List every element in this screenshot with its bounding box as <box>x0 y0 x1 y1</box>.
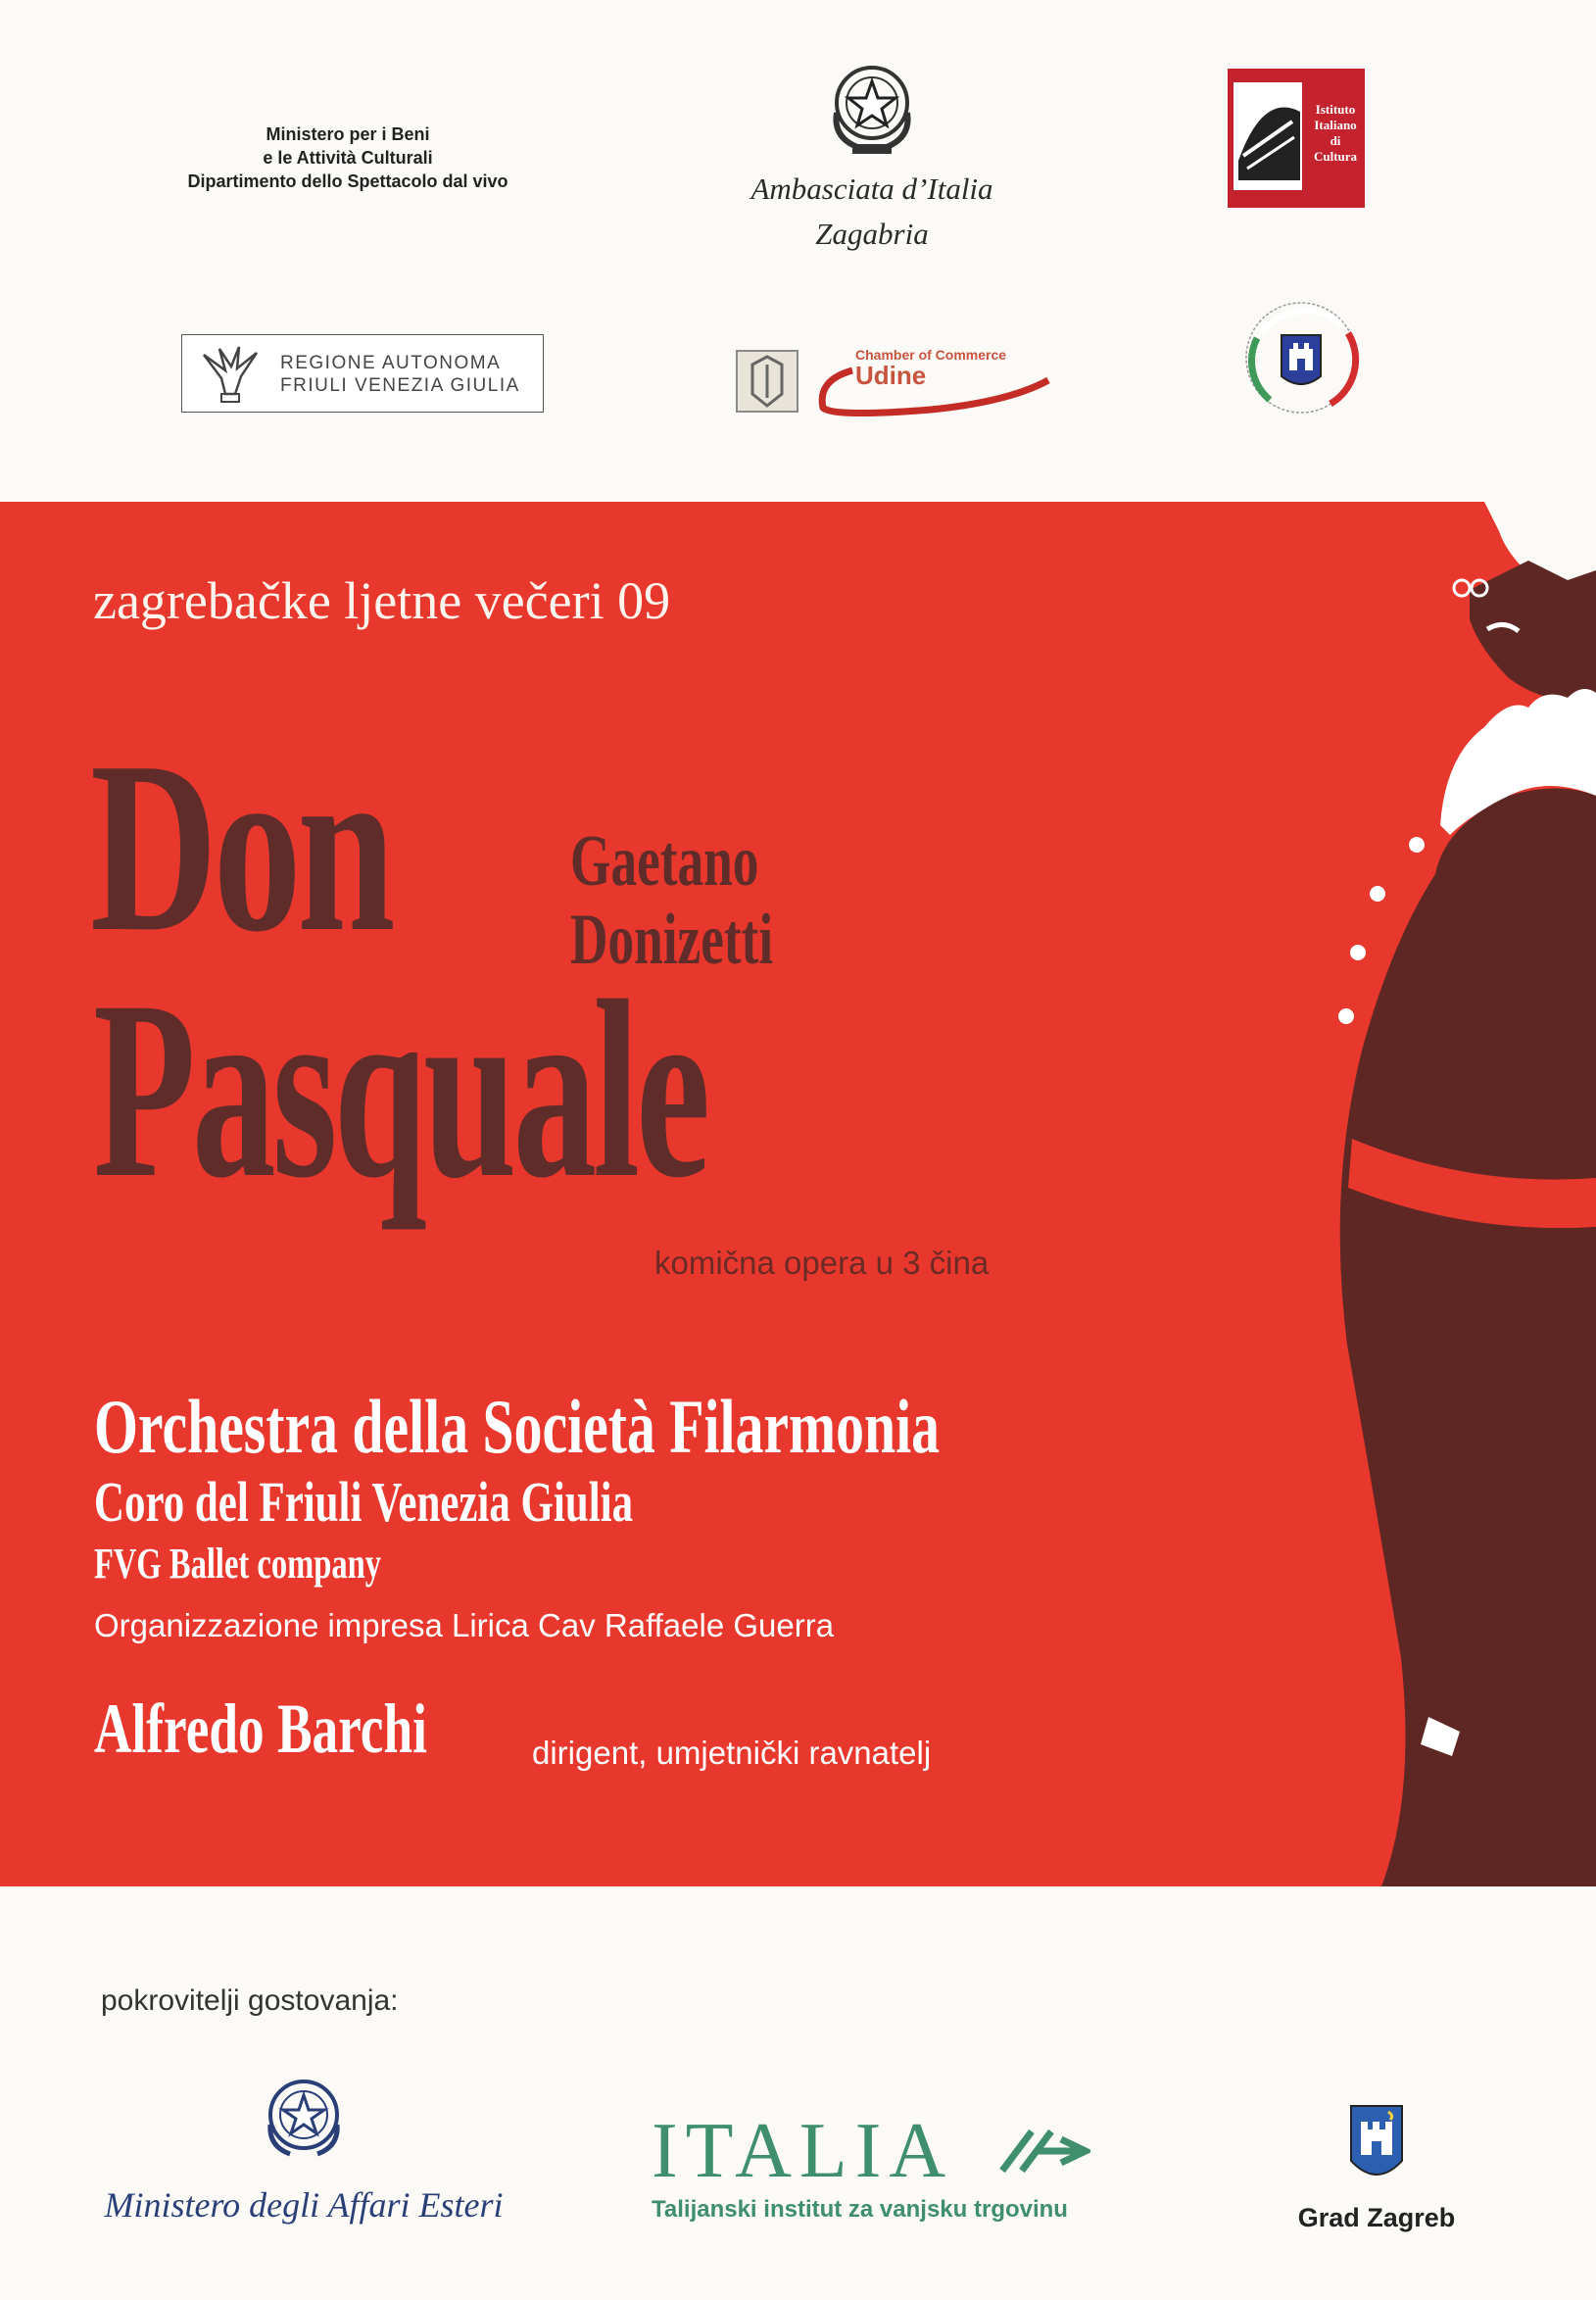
emblem-icon <box>823 54 921 162</box>
ballet-name: FVG Ballet company <box>94 1540 382 1588</box>
title-pasquale: Pasquale <box>93 949 707 1231</box>
regione-line1: REGIONE AUTONOMA <box>280 353 502 373</box>
zagreb-coat-of-arms-icon <box>1223 294 1389 421</box>
ministero-beni-logo <box>157 122 539 193</box>
orchestra-name: Orchestra della Società Filarmonia <box>94 1384 940 1469</box>
iic-line4: Cultura <box>1313 149 1358 164</box>
organization-credit: Organizzazione impresa Lirica Cav Raffaele Guerra <box>94 1607 835 1643</box>
ministero-beni-line1: Ministero per i Beni <box>266 124 430 144</box>
ambasciata-logo <box>676 54 1068 257</box>
iic-graphic-icon <box>1233 82 1302 190</box>
regione-line2: FRIULI VENEZIA GIULIA <box>280 375 520 396</box>
iic-line2: Italiano <box>1314 118 1357 132</box>
event-banner <box>0 502 1596 1886</box>
title-don: Don <box>90 711 392 983</box>
opera-type: komična opera u 3 čina <box>654 1245 990 1281</box>
ice-logo <box>652 2108 1161 2224</box>
ice-subtitle: Talijanski institut za vanjsku trgovinu <box>652 2196 1068 2223</box>
grad-zagreb-text: Grad Zagreb <box>1297 2203 1456 2232</box>
regione-fvg-logo <box>181 334 544 413</box>
chamber-big-text: Udine <box>855 361 927 390</box>
ice-arrows-icon <box>992 2122 1090 2180</box>
choir-name: Coro del Friuli Venezia Giulia <box>94 1470 634 1534</box>
ministero-beni-line2: e le Attività Culturali <box>263 148 433 168</box>
chamber-swoosh-icon <box>813 361 1058 421</box>
composer-first-name: Gaetano <box>570 821 759 902</box>
grad-zagreb-logo <box>1279 2102 1475 2233</box>
conductor-name: Alfredo Barchi <box>94 1689 427 1768</box>
composer-last-name: Donizetti <box>570 900 774 980</box>
comunita-italiani-zagabria-logo <box>1223 294 1389 421</box>
crest-icon <box>733 347 801 416</box>
ambasciata-line1: Ambasciata d’Italia <box>750 171 993 206</box>
ice-word: ITALIA <box>652 2108 954 2194</box>
conductor-role: dirigent, umjetnički ravnatelj <box>532 1735 932 1771</box>
ambasciata-line2: Zagabria <box>815 217 929 251</box>
iic-line1: Istituto <box>1315 102 1356 117</box>
mae-text: Ministero degli Affari Esteri <box>104 2185 504 2225</box>
iic-line3: di <box>1330 133 1341 148</box>
ministero-beni-line3: Dipartimento dello Spettacolo dal vivo <box>187 171 508 191</box>
eagle-icon <box>196 341 265 406</box>
chamber-small-text: Chamber of Commerce <box>855 347 1007 363</box>
patrons-label: pokrovitelji gostovanja: <box>101 1984 399 2017</box>
emblem-icon <box>255 2068 353 2166</box>
don-pasquale-illustration <box>1274 502 1596 1886</box>
festival-name: zagrebačke ljetne večeri 09 <box>93 571 671 630</box>
chamber-of-commerce-udine-logo <box>733 341 1056 421</box>
zagreb-coat-of-arms-icon <box>1347 2102 1406 2190</box>
ministero-affari-esteri-logo <box>83 2068 524 2226</box>
istituto-italiano-cultura-logo <box>1228 69 1365 208</box>
